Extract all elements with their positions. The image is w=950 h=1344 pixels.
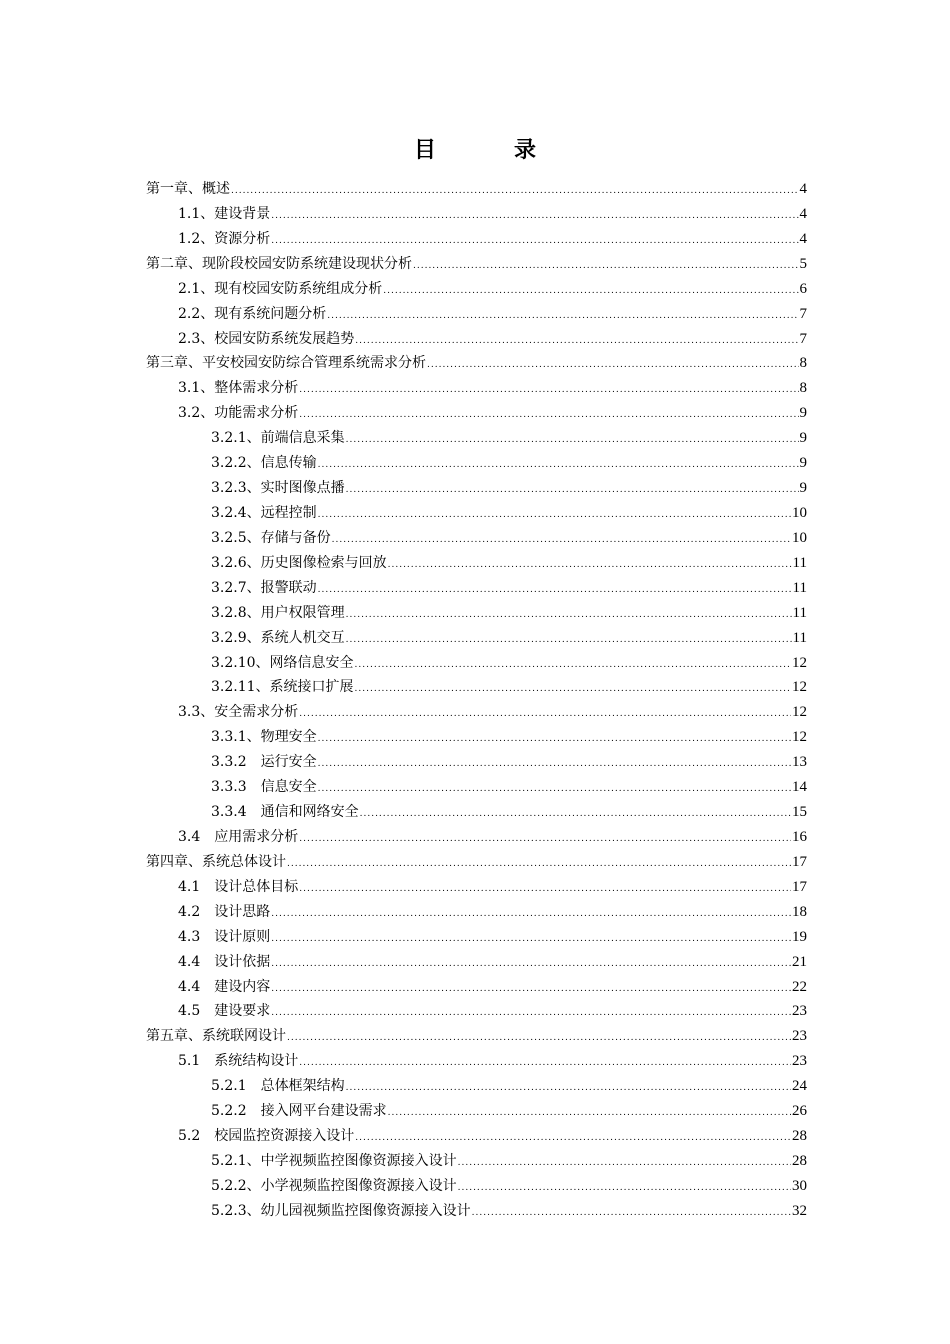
toc-entry-label: 第一章、概述 xyxy=(146,181,230,197)
toc-entry-label: 第二章、现阶段校园安防系统建设现状分析 xyxy=(146,255,412,272)
toc-entry-label: 5.2.2、小学视频监控图像资源接入设计 xyxy=(211,1177,457,1194)
toc-entry[interactable] xyxy=(146,900,807,925)
toc-entry[interactable] xyxy=(146,501,807,526)
toc-entry[interactable] xyxy=(146,177,807,202)
toc-entry-page-number: 11 xyxy=(792,554,807,571)
toc-entry[interactable] xyxy=(146,526,807,551)
toc-entry[interactable] xyxy=(146,252,807,277)
dot-leader xyxy=(327,309,798,323)
toc-entry[interactable] xyxy=(146,401,807,426)
toc-entry-page-number: 17 xyxy=(792,853,807,870)
toc-entry[interactable] xyxy=(146,975,807,1000)
toc-entry-page-number: 17 xyxy=(792,878,807,895)
toc-entry-label: 3.2.4、远程控制 xyxy=(211,504,317,521)
dot-leader xyxy=(271,1006,791,1020)
dot-leader xyxy=(271,957,791,971)
toc-entry-page-number: 6 xyxy=(799,280,807,297)
toc-entry[interactable] xyxy=(146,551,807,576)
toc-entry-label: 4.5 建设要求 xyxy=(178,1003,271,1020)
toc-entry-page-number: 8 xyxy=(799,355,807,372)
toc-entry-page-number: 5 xyxy=(799,255,807,272)
toc-entry-page-number: 9 xyxy=(799,430,807,447)
dot-leader xyxy=(346,608,792,622)
toc-entry[interactable] xyxy=(146,1099,807,1124)
dot-leader xyxy=(271,932,791,946)
toc-entry[interactable] xyxy=(146,1174,807,1199)
toc-entry-label: 3.2.2、信息传输 xyxy=(211,455,317,472)
toc-entry-label: 3.3.1、物理安全 xyxy=(211,729,317,746)
toc-entry-label: 3.4 应用需求分析 xyxy=(178,828,299,845)
dot-leader xyxy=(388,1106,791,1120)
toc-entry-label: 2.2、现有系统问题分析 xyxy=(178,305,327,322)
toc-entry-label: 4.4 建设内容 xyxy=(178,978,271,995)
toc-entry-label: 2.3、校园安防系统发展趋势 xyxy=(178,330,355,347)
toc-entry[interactable] xyxy=(146,825,807,850)
toc-entry-page-number: 15 xyxy=(792,804,807,821)
toc-entry[interactable] xyxy=(146,626,807,651)
dot-leader xyxy=(388,558,792,572)
dot-leader xyxy=(318,458,799,472)
toc-entry-page-number: 32 xyxy=(792,1202,807,1219)
toc-entry[interactable] xyxy=(146,576,807,601)
toc-entry[interactable] xyxy=(146,1024,807,1049)
toc-entry-page-number: 18 xyxy=(792,903,807,920)
toc-entry[interactable] xyxy=(146,750,807,775)
toc-entry-page-number: 12 xyxy=(792,654,807,671)
toc-entry-label: 5.1 系统结构设计 xyxy=(178,1053,299,1070)
toc-entry-page-number: 9 xyxy=(799,455,807,472)
toc-entry-page-number: 10 xyxy=(792,504,807,521)
table-of-contents xyxy=(146,177,807,1224)
dot-leader xyxy=(271,982,791,996)
toc-entry-label: 2.1、现有校园安防系统组成分析 xyxy=(178,280,383,297)
toc-entry[interactable] xyxy=(146,376,807,401)
dot-leader xyxy=(287,1031,791,1045)
toc-entry-label: 3.2.3、实时图像点播 xyxy=(211,480,345,497)
toc-entry-label: 第五章、系统联网设计 xyxy=(146,1028,286,1045)
toc-entry[interactable] xyxy=(146,227,807,252)
toc-entry-page-number: 11 xyxy=(792,629,807,646)
dot-leader xyxy=(299,707,791,721)
dot-leader xyxy=(318,757,791,771)
toc-entry-label: 5.2.1 总体框架结构 xyxy=(211,1078,345,1095)
toc-entry[interactable] xyxy=(146,999,807,1024)
toc-entry-page-number: 11 xyxy=(792,579,807,596)
toc-title: 目 录 xyxy=(413,137,564,163)
dot-leader xyxy=(299,832,791,846)
toc-entry-page-number: 4 xyxy=(799,205,807,222)
toc-entry-page-number: 23 xyxy=(792,1003,807,1020)
dot-leader xyxy=(346,433,799,447)
toc-entry-page-number: 23 xyxy=(792,1028,807,1045)
toc-entry-page-number: 9 xyxy=(799,480,807,497)
toc-entry-label: 4.3 设计原则 xyxy=(178,928,271,945)
toc-entry-label: 3.1、整体需求分析 xyxy=(178,380,299,397)
dot-leader xyxy=(332,533,791,547)
toc-entry[interactable] xyxy=(146,875,807,900)
toc-entry-page-number: 13 xyxy=(792,754,807,771)
dot-leader xyxy=(318,508,791,522)
toc-entry-label: 5.2.3、幼儿园视频监控图像资源接入设计 xyxy=(211,1202,471,1219)
toc-entry[interactable] xyxy=(146,327,807,352)
dot-leader xyxy=(458,1156,791,1170)
toc-entry-label: 3.3、安全需求分析 xyxy=(178,704,299,721)
toc-entry-label: 第三章、平安校园安防综合管理系统需求分析 xyxy=(146,355,426,372)
toc-entry-page-number: 22 xyxy=(792,978,807,995)
dot-leader xyxy=(318,732,791,746)
dot-leader xyxy=(360,807,791,821)
dot-leader xyxy=(413,259,799,273)
toc-entry-label: 3.2.11、系统接口扩展 xyxy=(211,679,354,696)
toc-entry-label: 第四章、系统总体设计 xyxy=(146,853,286,870)
toc-entry-page-number: 10 xyxy=(792,529,807,546)
toc-entry-page-number: 14 xyxy=(792,779,807,796)
toc-entry-label: 5.2 校园监控资源接入设计 xyxy=(178,1128,355,1145)
dot-leader xyxy=(472,1206,791,1220)
toc-entry-label: 4.1 设计总体目标 xyxy=(178,878,299,895)
toc-entry-label: 3.2.6、历史图像检索与回放 xyxy=(211,554,387,571)
toc-entry-label: 4.4 设计依据 xyxy=(178,953,271,970)
toc-entry-page-number: 9 xyxy=(799,405,807,422)
toc-entry[interactable] xyxy=(146,675,807,700)
dot-leader xyxy=(383,284,798,298)
toc-entry-label: 5.2.2 接入网平台建设需求 xyxy=(211,1103,387,1120)
toc-entry[interactable] xyxy=(146,950,807,975)
dot-leader xyxy=(299,882,791,896)
dot-leader xyxy=(355,658,791,672)
toc-entry[interactable] xyxy=(146,700,807,725)
toc-entry[interactable] xyxy=(146,601,807,626)
toc-entry-label: 3.3.2 运行安全 xyxy=(211,754,317,771)
toc-entry-page-number: 4 xyxy=(799,230,807,247)
dot-leader xyxy=(231,184,799,198)
toc-entry[interactable] xyxy=(146,850,807,875)
toc-entry-label: 5.2.1、中学视频监控图像资源接入设计 xyxy=(211,1152,457,1169)
toc-entry-page-number: 12 xyxy=(792,729,807,746)
toc-entry-label: 3.2.5、存储与备份 xyxy=(211,529,331,546)
toc-entry-page-number: 4 xyxy=(799,181,807,197)
dot-leader xyxy=(271,209,798,223)
toc-entry[interactable] xyxy=(146,925,807,950)
dot-leader xyxy=(318,782,791,796)
dot-leader xyxy=(355,1131,791,1145)
dot-leader xyxy=(427,358,799,372)
toc-entry-label: 3.2.1、前端信息采集 xyxy=(211,430,345,447)
toc-entry-page-number: 19 xyxy=(792,928,807,945)
toc-entry-label: 3.2.10、网络信息安全 xyxy=(211,654,354,671)
toc-entry[interactable] xyxy=(146,1049,807,1074)
toc-entry-page-number: 11 xyxy=(792,604,807,621)
toc-entry[interactable] xyxy=(146,651,807,676)
toc-entry[interactable] xyxy=(146,302,807,327)
toc-entry-label: 3.2.8、用户权限管理 xyxy=(211,604,345,621)
toc-entry-label: 4.2 设计思路 xyxy=(178,903,271,920)
toc-entry-page-number: 7 xyxy=(799,305,807,322)
toc-entry-page-number: 8 xyxy=(799,380,807,397)
dot-leader xyxy=(458,1181,791,1195)
dot-leader xyxy=(299,383,798,397)
toc-entry-label: 3.2.9、系统人机交互 xyxy=(211,629,345,646)
toc-entry-page-number: 23 xyxy=(792,1053,807,1070)
toc-entry[interactable] xyxy=(146,351,807,376)
toc-entry[interactable] xyxy=(146,1199,807,1224)
dot-leader xyxy=(346,1081,791,1095)
toc-entry-label: 1.2、资源分析 xyxy=(178,230,271,247)
toc-entry-label: 1.1、建设背景 xyxy=(178,205,271,222)
toc-entry-page-number: 28 xyxy=(792,1152,807,1169)
toc-entry-page-number: 16 xyxy=(792,828,807,845)
dot-leader xyxy=(299,408,798,422)
dot-leader xyxy=(271,234,798,248)
toc-entry-page-number: 28 xyxy=(792,1128,807,1145)
toc-entry[interactable] xyxy=(146,451,807,476)
toc-entry-page-number: 12 xyxy=(792,704,807,721)
toc-entry[interactable] xyxy=(146,725,807,750)
toc-entry-page-number: 26 xyxy=(792,1103,807,1120)
toc-entry[interactable] xyxy=(146,476,807,501)
toc-entry[interactable] xyxy=(146,202,807,227)
dot-leader xyxy=(355,682,791,696)
toc-entry-page-number: 7 xyxy=(799,330,807,347)
toc-entry[interactable] xyxy=(146,1074,807,1099)
toc-entry-page-number: 12 xyxy=(792,679,807,696)
dot-leader xyxy=(346,483,799,497)
toc-entry[interactable] xyxy=(146,800,807,825)
dot-leader xyxy=(271,907,791,921)
dot-leader xyxy=(287,857,791,871)
toc-entry[interactable] xyxy=(146,775,807,800)
toc-entry-page-number: 24 xyxy=(792,1078,807,1095)
toc-entry-label: 3.3.3 信息安全 xyxy=(211,779,317,796)
dot-leader xyxy=(318,583,792,597)
toc-entry-label: 3.2.7、报警联动 xyxy=(211,579,317,596)
dot-leader xyxy=(355,334,798,348)
toc-entry[interactable] xyxy=(146,277,807,302)
dot-leader xyxy=(346,633,792,647)
toc-entry-label: 3.2、功能需求分析 xyxy=(178,405,299,422)
toc-entry-page-number: 30 xyxy=(792,1177,807,1194)
toc-entry-label: 3.3.4 通信和网络安全 xyxy=(211,804,359,821)
toc-entry[interactable] xyxy=(146,1149,807,1174)
dot-leader xyxy=(299,1056,791,1070)
toc-entry-page-number: 21 xyxy=(792,953,807,970)
toc-entry[interactable] xyxy=(146,426,807,451)
toc-entry[interactable] xyxy=(146,1124,807,1149)
